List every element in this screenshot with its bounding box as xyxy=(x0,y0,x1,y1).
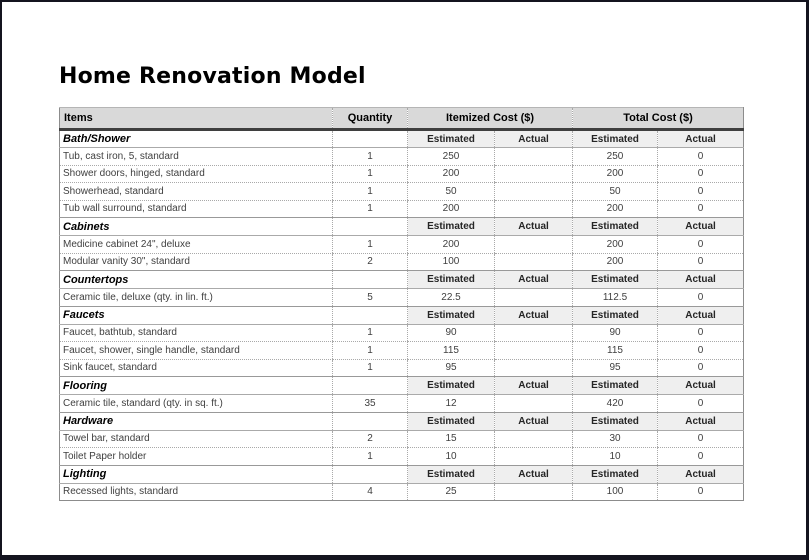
quantity-cell: 1 xyxy=(333,448,408,466)
total-actual-cell: 0 xyxy=(658,236,744,254)
section-row xyxy=(60,218,744,236)
quantity-cell: 1 xyxy=(333,359,408,377)
subheader-itemized-actual: Actual xyxy=(495,218,573,236)
total-actual-cell: 0 xyxy=(658,148,744,166)
section-name: Lighting xyxy=(60,465,333,483)
total-actual-cell: 0 xyxy=(658,395,744,413)
total-estimated-cell: 30 xyxy=(573,430,658,448)
total-actual-cell: 0 xyxy=(658,342,744,360)
subheader-total-estimated: Estimated xyxy=(573,271,658,289)
quantity-cell: 1 xyxy=(333,200,408,218)
subheader-total-estimated: Estimated xyxy=(573,377,658,395)
table-row xyxy=(60,430,744,448)
total-actual-cell: 0 xyxy=(658,253,744,271)
table-row xyxy=(60,165,744,183)
table-row xyxy=(60,253,744,271)
table-row xyxy=(60,200,744,218)
itemized-estimated-cell: 10 xyxy=(408,448,495,466)
total-actual-cell: 0 xyxy=(658,359,744,377)
subheader-total-actual: Actual xyxy=(658,306,744,324)
item-cell: Medicine cabinet 24", deluxe xyxy=(60,236,333,254)
subheader-itemized-actual: Actual xyxy=(495,271,573,289)
subheader-itemized-actual: Actual xyxy=(495,412,573,430)
itemized-actual-cell xyxy=(495,483,573,501)
total-estimated-cell: 200 xyxy=(573,200,658,218)
section-name: Hardware xyxy=(60,412,333,430)
item-cell: Toilet Paper holder xyxy=(60,448,333,466)
total-estimated-cell: 250 xyxy=(573,148,658,166)
itemized-actual-cell xyxy=(495,253,573,271)
item-cell: Tub wall surround, standard xyxy=(60,200,333,218)
table-row xyxy=(60,324,744,342)
table-row xyxy=(60,483,744,501)
total-estimated-cell: 90 xyxy=(573,324,658,342)
item-cell: Showerhead, standard xyxy=(60,183,333,201)
total-estimated-cell: 112.5 xyxy=(573,289,658,307)
section-quantity-cell xyxy=(333,377,408,395)
itemized-actual-cell xyxy=(495,236,573,254)
page-title: Home Renovation Model xyxy=(59,64,366,89)
item-cell: Ceramic tile, standard (qty. in sq. ft.) xyxy=(60,395,333,413)
total-estimated-cell: 200 xyxy=(573,253,658,271)
section-name: Flooring xyxy=(60,377,333,395)
section-row xyxy=(60,412,744,430)
itemized-estimated-cell: 50 xyxy=(408,183,495,201)
itemized-estimated-cell: 200 xyxy=(408,236,495,254)
subheader-itemized-estimated: Estimated xyxy=(408,218,495,236)
itemized-estimated-cell: 15 xyxy=(408,430,495,448)
itemized-estimated-cell: 200 xyxy=(408,165,495,183)
itemized-actual-cell xyxy=(495,448,573,466)
item-cell: Ceramic tile, deluxe (qty. in lin. ft.) xyxy=(60,289,333,307)
quantity-cell: 1 xyxy=(333,342,408,360)
subheader-itemized-estimated: Estimated xyxy=(408,377,495,395)
quantity-cell: 1 xyxy=(333,165,408,183)
quantity-cell: 1 xyxy=(333,236,408,254)
column-header-quantity: Quantity xyxy=(333,108,408,130)
total-estimated-cell: 95 xyxy=(573,359,658,377)
itemized-estimated-cell: 200 xyxy=(408,200,495,218)
total-estimated-cell: 200 xyxy=(573,236,658,254)
section-name: Cabinets xyxy=(60,218,333,236)
quantity-cell: 1 xyxy=(333,148,408,166)
itemized-actual-cell xyxy=(495,148,573,166)
subheader-total-estimated: Estimated xyxy=(573,412,658,430)
itemized-estimated-cell: 25 xyxy=(408,483,495,501)
total-estimated-cell: 50 xyxy=(573,183,658,201)
subheader-total-actual: Actual xyxy=(658,412,744,430)
table-row xyxy=(60,183,744,201)
subheader-total-estimated: Estimated xyxy=(573,130,658,148)
itemized-actual-cell xyxy=(495,324,573,342)
subheader-total-actual: Actual xyxy=(658,465,744,483)
itemized-estimated-cell: 90 xyxy=(408,324,495,342)
subheader-total-estimated: Estimated xyxy=(573,218,658,236)
subheader-total-actual: Actual xyxy=(658,130,744,148)
quantity-cell: 2 xyxy=(333,430,408,448)
total-actual-cell: 0 xyxy=(658,165,744,183)
subheader-itemized-estimated: Estimated xyxy=(408,271,495,289)
quantity-cell: 35 xyxy=(333,395,408,413)
section-row xyxy=(60,271,744,289)
section-quantity-cell xyxy=(333,130,408,148)
itemized-actual-cell xyxy=(495,183,573,201)
total-actual-cell: 0 xyxy=(658,430,744,448)
table-row xyxy=(60,342,744,360)
itemized-estimated-cell: 95 xyxy=(408,359,495,377)
subheader-itemized-estimated: Estimated xyxy=(408,412,495,430)
table-header-row xyxy=(60,108,744,130)
quantity-cell: 5 xyxy=(333,289,408,307)
subheader-itemized-actual: Actual xyxy=(495,306,573,324)
itemized-actual-cell xyxy=(495,359,573,377)
subheader-total-estimated: Estimated xyxy=(573,465,658,483)
quantity-cell: 2 xyxy=(333,253,408,271)
quantity-cell: 1 xyxy=(333,183,408,201)
subheader-itemized-actual: Actual xyxy=(495,465,573,483)
quantity-cell: 1 xyxy=(333,324,408,342)
itemized-actual-cell xyxy=(495,430,573,448)
total-estimated-cell: 200 xyxy=(573,165,658,183)
subheader-total-actual: Actual xyxy=(658,218,744,236)
item-cell: Shower doors, hinged, standard xyxy=(60,165,333,183)
total-actual-cell: 0 xyxy=(658,289,744,307)
total-actual-cell: 0 xyxy=(658,200,744,218)
column-header-items: Items xyxy=(60,108,333,130)
subheader-total-actual: Actual xyxy=(658,271,744,289)
subheader-itemized-actual: Actual xyxy=(495,130,573,148)
item-cell: Tub, cast iron, 5, standard xyxy=(60,148,333,166)
renovation-table xyxy=(59,107,744,501)
table-row xyxy=(60,289,744,307)
section-name: Bath/Shower xyxy=(60,130,333,148)
itemized-estimated-cell: 100 xyxy=(408,253,495,271)
subheader-total-actual: Actual xyxy=(658,377,744,395)
table-row xyxy=(60,395,744,413)
table-row xyxy=(60,148,744,166)
itemized-estimated-cell: 115 xyxy=(408,342,495,360)
section-row xyxy=(60,130,744,148)
column-header-total-cost: Total Cost ($) xyxy=(573,108,744,130)
item-cell: Sink faucet, standard xyxy=(60,359,333,377)
section-name: Faucets xyxy=(60,306,333,324)
itemized-actual-cell xyxy=(495,289,573,307)
total-actual-cell: 0 xyxy=(658,483,744,501)
total-estimated-cell: 10 xyxy=(573,448,658,466)
total-estimated-cell: 420 xyxy=(573,395,658,413)
item-cell: Recessed lights, standard xyxy=(60,483,333,501)
itemized-actual-cell xyxy=(495,342,573,360)
itemized-estimated-cell: 12 xyxy=(408,395,495,413)
table-row xyxy=(60,448,744,466)
section-row xyxy=(60,465,744,483)
section-name: Countertops xyxy=(60,271,333,289)
itemized-estimated-cell: 250 xyxy=(408,148,495,166)
subheader-total-estimated: Estimated xyxy=(573,306,658,324)
section-row xyxy=(60,377,744,395)
table-row xyxy=(60,236,744,254)
section-quantity-cell xyxy=(333,271,408,289)
item-cell: Towel bar, standard xyxy=(60,430,333,448)
itemized-actual-cell xyxy=(495,395,573,413)
subheader-itemized-actual: Actual xyxy=(495,377,573,395)
section-quantity-cell xyxy=(333,465,408,483)
itemized-estimated-cell: 22.5 xyxy=(408,289,495,307)
item-cell: Faucet, shower, single handle, standard xyxy=(60,342,333,360)
item-cell: Faucet, bathtub, standard xyxy=(60,324,333,342)
total-actual-cell: 0 xyxy=(658,448,744,466)
itemized-actual-cell xyxy=(495,200,573,218)
total-estimated-cell: 100 xyxy=(573,483,658,501)
total-actual-cell: 0 xyxy=(658,183,744,201)
section-quantity-cell xyxy=(333,218,408,236)
subheader-itemized-estimated: Estimated xyxy=(408,130,495,148)
subheader-itemized-estimated: Estimated xyxy=(408,306,495,324)
renovation-table-body xyxy=(60,130,744,501)
section-quantity-cell xyxy=(333,306,408,324)
total-actual-cell: 0 xyxy=(658,324,744,342)
section-row xyxy=(60,306,744,324)
quantity-cell: 4 xyxy=(333,483,408,501)
itemized-actual-cell xyxy=(495,165,573,183)
item-cell: Modular vanity 30", standard xyxy=(60,253,333,271)
column-header-itemized-cost: Itemized Cost ($) xyxy=(408,108,573,130)
table-row xyxy=(60,359,744,377)
total-estimated-cell: 115 xyxy=(573,342,658,360)
section-quantity-cell xyxy=(333,412,408,430)
subheader-itemized-estimated: Estimated xyxy=(408,465,495,483)
